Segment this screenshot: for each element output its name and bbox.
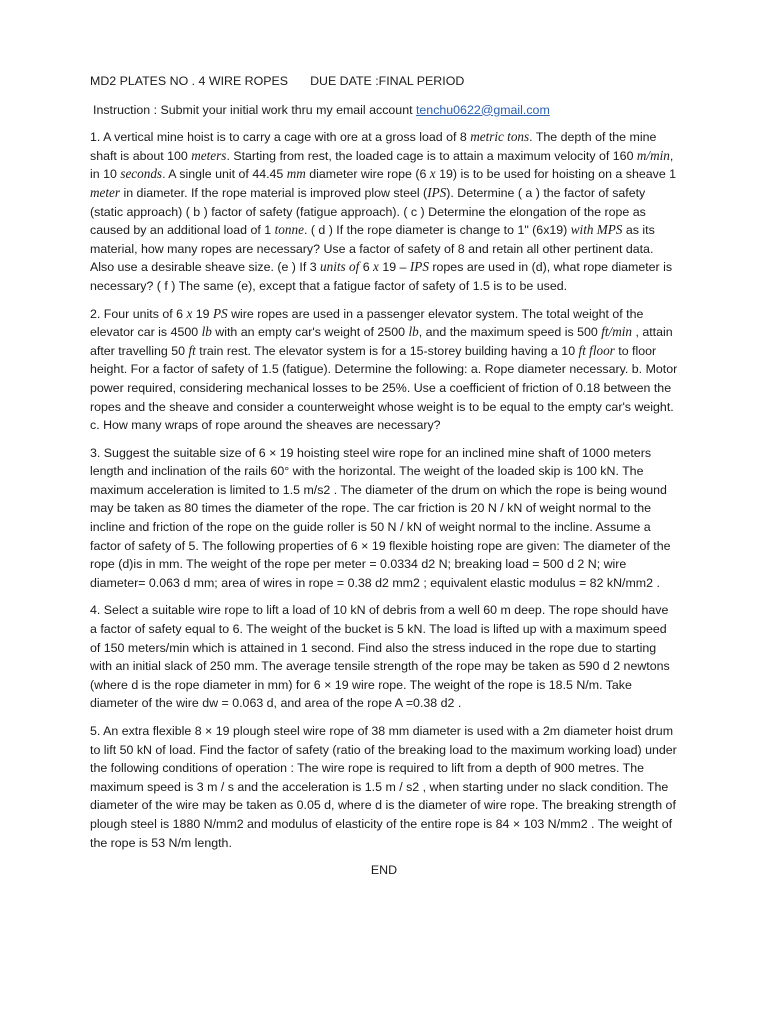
problem-number: 4. [90, 603, 101, 618]
problem-text: , attain after travelling 50 [90, 325, 673, 358]
problem-number: 2. [90, 306, 101, 321]
problem-text: 19) is to be used for hoisting on a sheave 1 [435, 167, 677, 182]
problem-text: , in 10 [90, 148, 674, 182]
problem-text: 6 [359, 260, 374, 275]
problem-text: , and the maximum speed is 500 [418, 325, 602, 340]
problem-text: . A single unit of 44.45 [162, 167, 287, 182]
problem-text: Four units of 6 [103, 306, 187, 321]
math-term: mm [286, 166, 306, 182]
math-term: IPS [409, 259, 429, 275]
problem-text: An extra flexible 8 × 19 plough steel wire rope of 38 mm diameter is used with a 2m diameter hoist drum to lift 50 kN of load. Find the factor of safety (ratio of the breaking load to the maximum working load) under the following conditions of operation : The wire rope is required to lift from a depth of 900 metres. The maximum speed is 3 m / s and the acceleration is 1.5 m / s2 , when starting under no slack condition. The diameter of the wire may be taken as 0.05 d, where d is the diameter of wire rope. The breaking strength of plough steel is 1880 N/mm2 and modulus of elasticity of the entire rope is 84 × 103 N/mm2 . The weight of the rope is 53 N/m length. [90, 724, 677, 850]
due-date: DUE DATE :FINAL PERIOD [310, 74, 465, 88]
problem-text: as its material, how many ropes are necessary? Use a factor of safety of 8 and retain all other pertinent data. Also use a desirable sheave size. (e ) If 3 [90, 223, 655, 275]
problem-1 [90, 128, 678, 295]
end-marker: END [370, 863, 398, 878]
math-term: units of [320, 259, 360, 275]
math-term: meters [191, 147, 227, 163]
problem-text: . ( d ) If the rope diameter is change to 1" (6x19) [303, 223, 571, 238]
math-term: ft [188, 342, 196, 358]
problem-text: Select a suitable wire rope to lift a load of 10 kN of debris from a well 60 m deep. The rope should have a factor of safety equal to 6. The weight of the bucket is 5 kN. The load is lifted up with a maximum speed of 150 meters/min which is attained in 1 second. Find also the stress induced in the rope due to starting with an initial slack of 250 mm. The average tensile strength of the rope may be taken as 590 d 2 newtons (where d is the rope diameter in mm) for 6 × 19 wire rope. The weight of the rope is 18.5 N/m. Take diameter of the wire dw = 0.063 d, and area of the rope A =0.38 d2 . [90, 603, 670, 711]
problem-number: 1. [90, 130, 101, 145]
problem-number: 5. [90, 724, 101, 738]
math-term: x [186, 305, 193, 321]
math-term: tonne [274, 222, 304, 238]
problem-text: Suggest the suitable size of 6 × 19 hoisting steel wire rope for an inclined mine shaft of 1000 meters length and inclination of the rails 60° with the horizontal. The weight of the loaded skip is 100 kN. The maximum acceleration is limited to 1.5 m/s2 . The diameter of the drum on which the rope is being wound may be taken as 80 times the diameter of the rope. The car friction is 20 N / kN of weight normal to the incline and friction of the rope on the guide roller is 50 N / kN of weight normal to the incline. Assume a factor of safety of 5. The following properties of 6 × 19 flexible hoisting rope are given: The diameter of the rope (d)is in mm. The weight of the rope per meter = 0.0334 d2 N; breaking load = 500 d 2 N; wire diameter= 0.063 d mm; area of wires in rope = 0.38 d2 mm2 ; equivalent elastic modulus = 82 kN/mm2 . [90, 445, 671, 590]
document-header [90, 72, 678, 91]
plate-title: MD2 PLATES NO . 4 WIRE ROPES [90, 74, 289, 88]
document-body [90, 72, 678, 889]
problem-list [90, 128, 678, 852]
math-term: x [429, 166, 436, 182]
math-term: ft/min [601, 324, 632, 340]
math-term: lb [408, 324, 419, 340]
math-term: seconds [120, 166, 163, 182]
problem-text: 19 – [378, 260, 410, 275]
problem-4 [90, 601, 678, 713]
problem-number: 3. [90, 445, 101, 460]
problem-text: . Starting from rest, the loaded cage is to attain a maximum velocity of 160 [226, 148, 637, 163]
math-term: ft floor [578, 342, 615, 358]
problem-2 [90, 305, 678, 435]
instruction-text: Instruction : Submit your initial work thru my email account [93, 102, 416, 117]
math-term: PS [212, 305, 228, 321]
problem-text: . The depth of the mine shaft is about 100 [90, 130, 657, 163]
math-term: IPS [427, 184, 447, 200]
problem-text: diameter wire rope (6 [305, 167, 430, 182]
problem-text: A vertical mine hoist is to carry a cage with ore at a gross load of 8 [103, 130, 471, 145]
problem-text: 19 [192, 306, 213, 321]
problem-text: ). Determine ( a ) the factor of safety (static approach) ( b ) factor of safety (fatigue approach). ( c ) Determine the elongation of the rope as caused by an additional load of 1 [90, 185, 646, 238]
problem-text: train rest. The elevator system is for a 15-storey building having a 10 [195, 343, 579, 358]
problem-text: to floor height. For a factor of safety of 1.5 (fatigue). Determine the following: a. Rope diameter necessary. b. Motor power required, considering mechanical losses to be 25%. Use a coefficient of friction of 0.18 between the ropes and the sheave and consider a counterweight whose weight is to be equal to the empty car's weight. c. How many wraps of rope around the sheaves are necessary? [90, 343, 678, 433]
problem-text: ropes are used in (d), what rope diameter is necessary? ( f ) The same (e), except that a fatigue factor of safety of 1.5 is to be used. [90, 260, 673, 293]
problem-3 [90, 444, 678, 593]
math-term: lb [201, 324, 212, 340]
math-term: x [373, 259, 379, 275]
email-link[interactable]: tenchu0622@gmail.com [415, 102, 550, 117]
problem-text: in diameter. If the rope material is improved plow steel ( [120, 185, 428, 200]
problem-text: wire ropes are used in a passenger elevator system. The total weight of the elevator car is 4500 [90, 306, 644, 340]
math-term: meter [90, 184, 121, 200]
math-term: with MPS [570, 222, 623, 238]
problem-5 [90, 722, 678, 852]
math-term: metric tons [470, 129, 530, 145]
problem-text: with an empty car's weight of 2500 [211, 325, 409, 340]
instruction [90, 101, 678, 120]
math-term: m/min [636, 147, 670, 163]
